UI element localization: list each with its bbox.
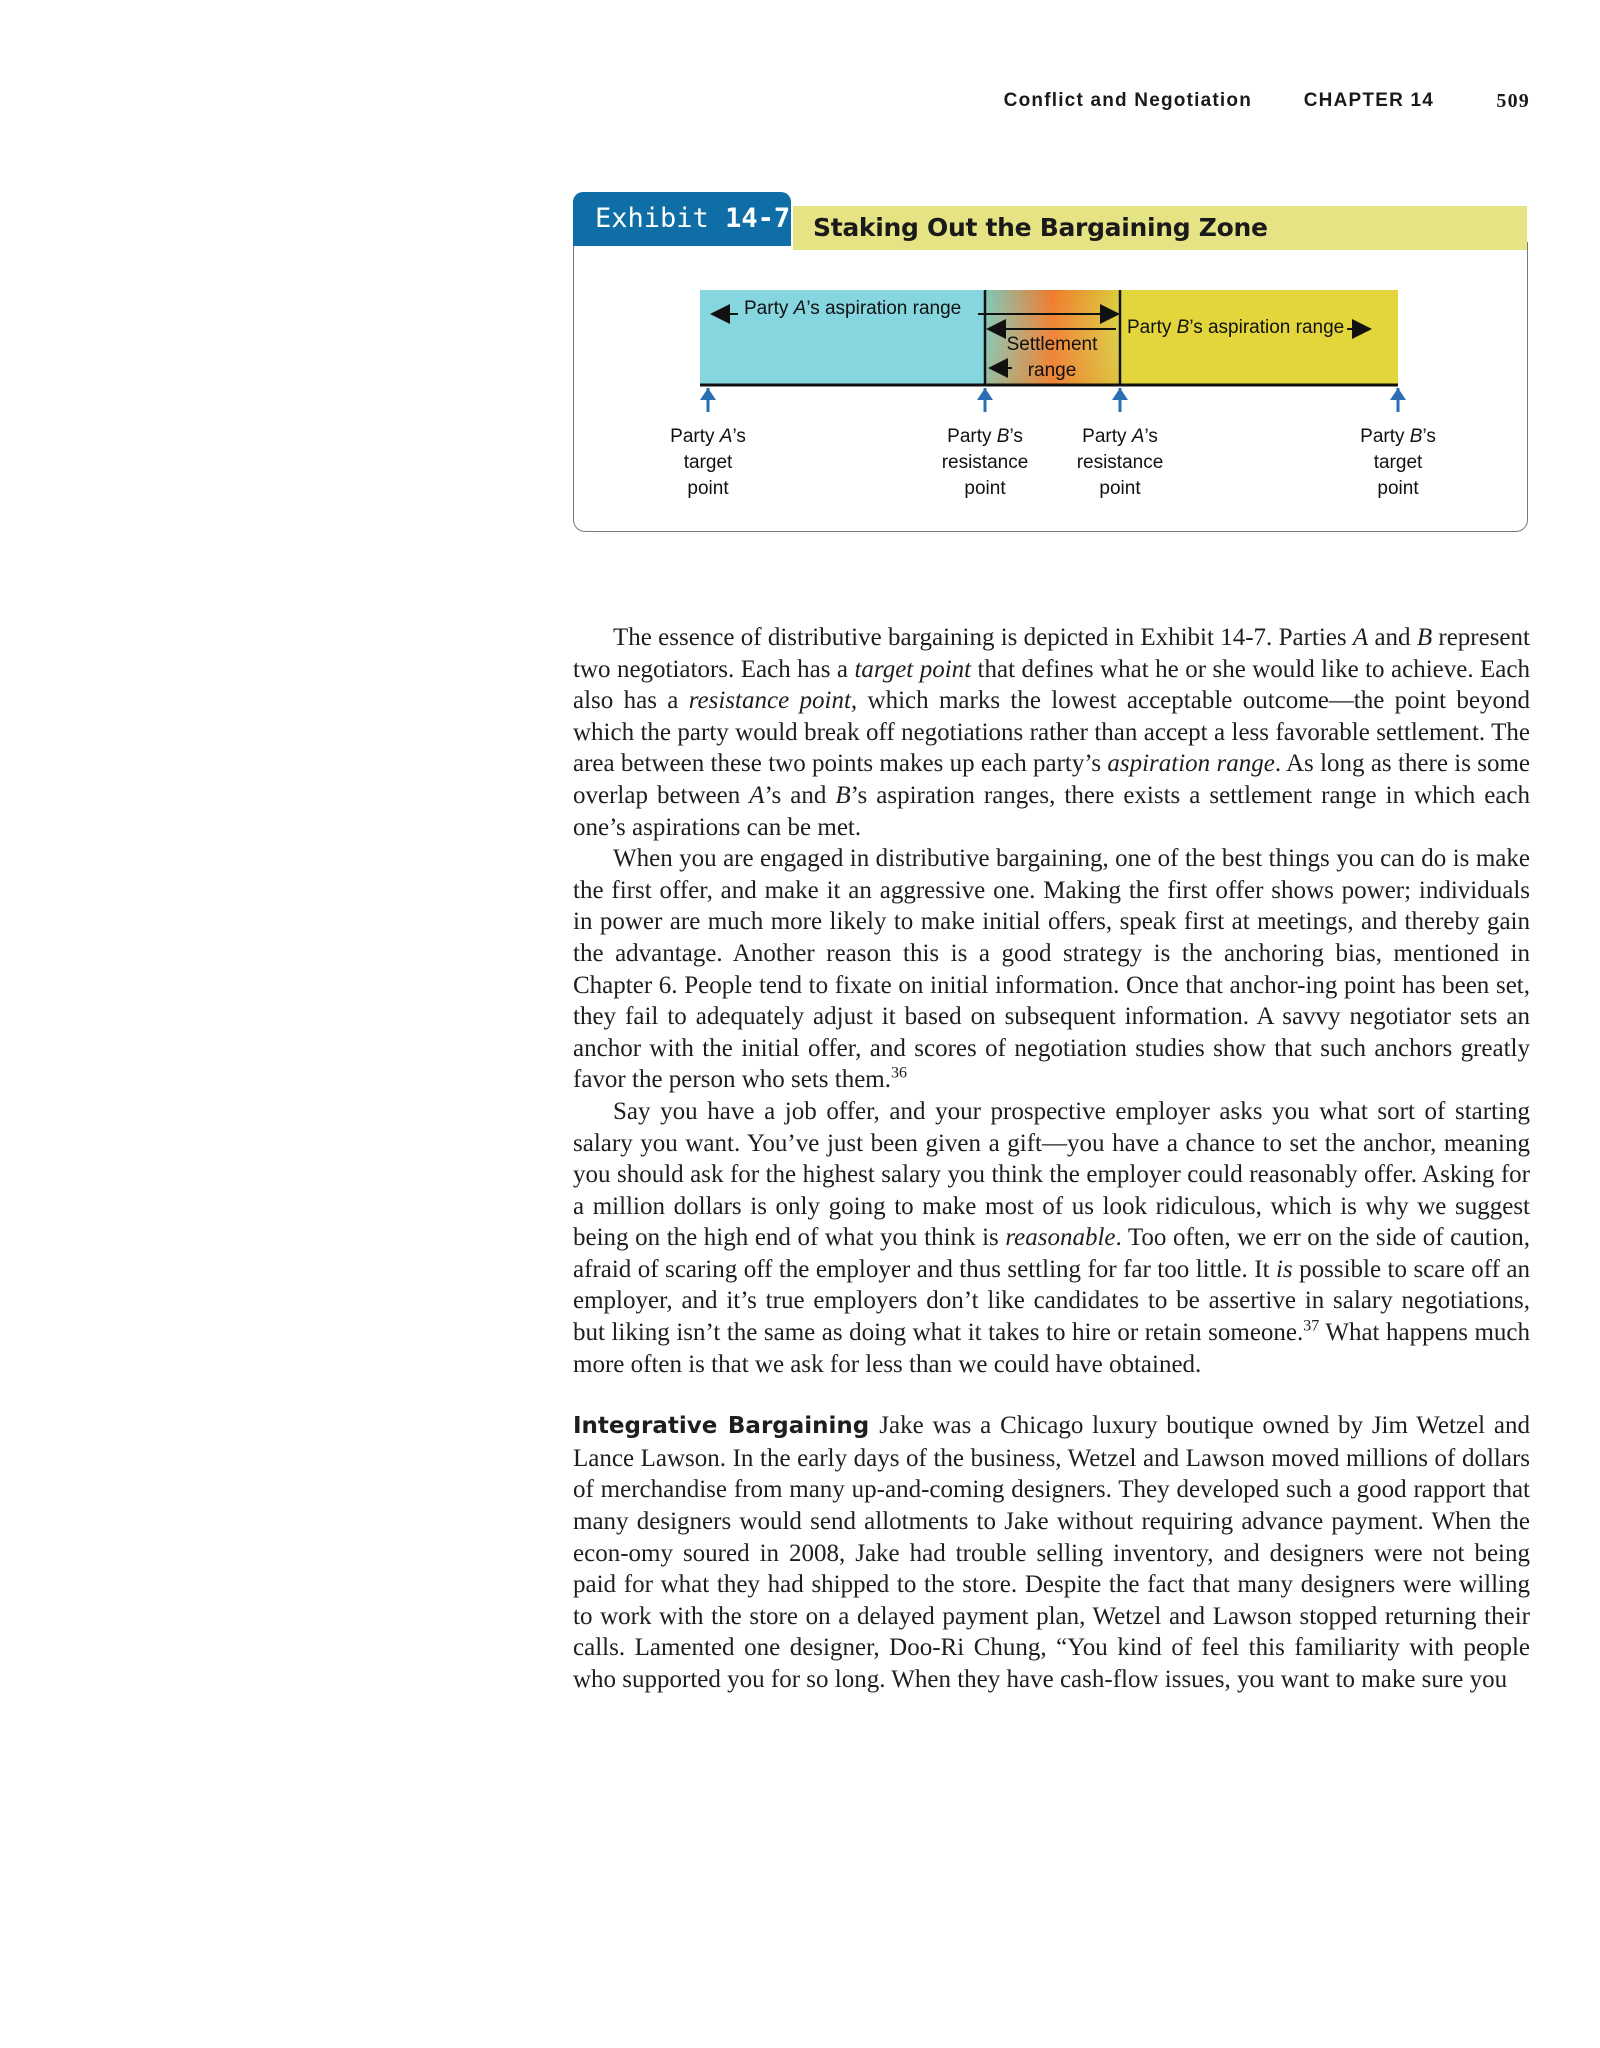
running-head-section: Conflict and Negotiation [1003,90,1252,111]
point-label-a-target: Party A’s target point [670,426,746,499]
party-a-range-label: Party A’s aspiration range [741,298,964,320]
paragraph-first-offer: When you are engaged in distributive bargaining, one of the best things you can do is make the first offer, and make it an aggressive one. Making the first offer shows power; individuals in power are much more likely to make initial offers, speak first at meetings, and thereby gain the advantage. Another reason this is a good strategy is the anchoring bias, mentioned in Chapter 6. People tend to fixate on initial information. Once that anchor-ing point has been set, they fail to adequately adjust it based on subsequent information. A savvy negotiator sets an anchor with the initial offer, and scores of negotiation studies show that such anchors greatly favor the person who sets them.$^{36}$ [573,845,1530,1094]
paragraph-distributive: The essence of distributive bargaining is depicted in Exhibit 14-7. Parties A and B represent two negotiators. Each has a target point that defines what he or she would like to achieve. Each also has a resistance point, which marks the lowest acceptable outcome—the point beyond which the party would break off negotiations rather than accept a less favorable settlement. The area between these two points makes up each party’s aspiration range. As long as there is some overlap between A’s and B’s aspiration ranges, there exists a settlement range in which each one’s aspirations can be met. [573,624,1530,841]
marker-b-resistance [977,388,993,412]
paragraph-salary: Say you have a job offer, and your prospective employer asks you what sort of starting salary you want. You’ve just been given a gift—you have a chance to set the anchor, meaning you should ask for the highest salary you think the employer could reasonably offer. Asking for a million dollars is only going to make most of us look ridiculous, which is why we suggest being on the high end of what you think is reasonable. Too often, we err on the side of caution, afraid of scaring off the employer and thus settling for far too little. It is possible to scare off an employer, and it’s true employers don’t like candidates to be assertive in salary negotiations, but liking isn’t the same as doing what it takes to hire or retain someone.$^{37}$ What happens much more often is that we ask for less than we could have obtained. [573,1097,1531,1378]
paragraph-integrative: Integrative Bargaining Jake was a Chicago luxury boutique owned by Jim Wetzel and Lance Lawson. In the early days of the business, Wetzel and Lawson moved millions of dollars of merchandise from many up-and-coming designers. They developed such a good rapport that many designers would send allotments to Jake without requiring advance payment. When the econ-omy soured in 2008, Jake had trouble selling inventory, and designers were not being paid for what they had shipped to the store. Despite the fact that many designers were willing to work with the store on a delayed payment plan, Wetzel and Lawson stopped returning their calls. Lamented one designer, Doo-Ri Chung, “You kind of feel this familiarity with people who supported you for so long. When they have cash-flow issues, you want to make sure you [573,1412,1530,1693]
settlement-label-line2: range [1027,360,1077,381]
party-b-range-label: Party B’s aspiration range [1124,317,1347,339]
body-text [573,622,1530,1696]
running-head-chapter: CHAPTER 14 [1303,90,1434,111]
footnote-ref-36: 36 [890,1064,907,1082]
exhibit-title: Staking Out the Bargaining Zone [813,213,1268,242]
marker-b-target [1390,388,1406,412]
page-number: 509 [1496,90,1530,112]
point-label-a-resistance: Party A’s resistance point [1076,426,1164,499]
bargaining-zone-diagram [0,0,1600,560]
point-label-b-resistance: Party B’s resistance point [941,426,1029,499]
marker-a-resistance [1112,388,1128,412]
marker-a-target [700,388,716,412]
point-label-b-target: Party B’s target point [1360,426,1436,499]
footnote-ref-37: 37 [1303,1317,1320,1335]
exhibit-number: 14-7 [725,203,791,234]
integrative-bargaining-heading: Integrative Bargaining [573,1413,870,1440]
exhibit-label: Exhibit [595,203,709,234]
settlement-label-line1: Settlement [1006,334,1098,355]
settlement-range-label [1002,332,1102,384]
